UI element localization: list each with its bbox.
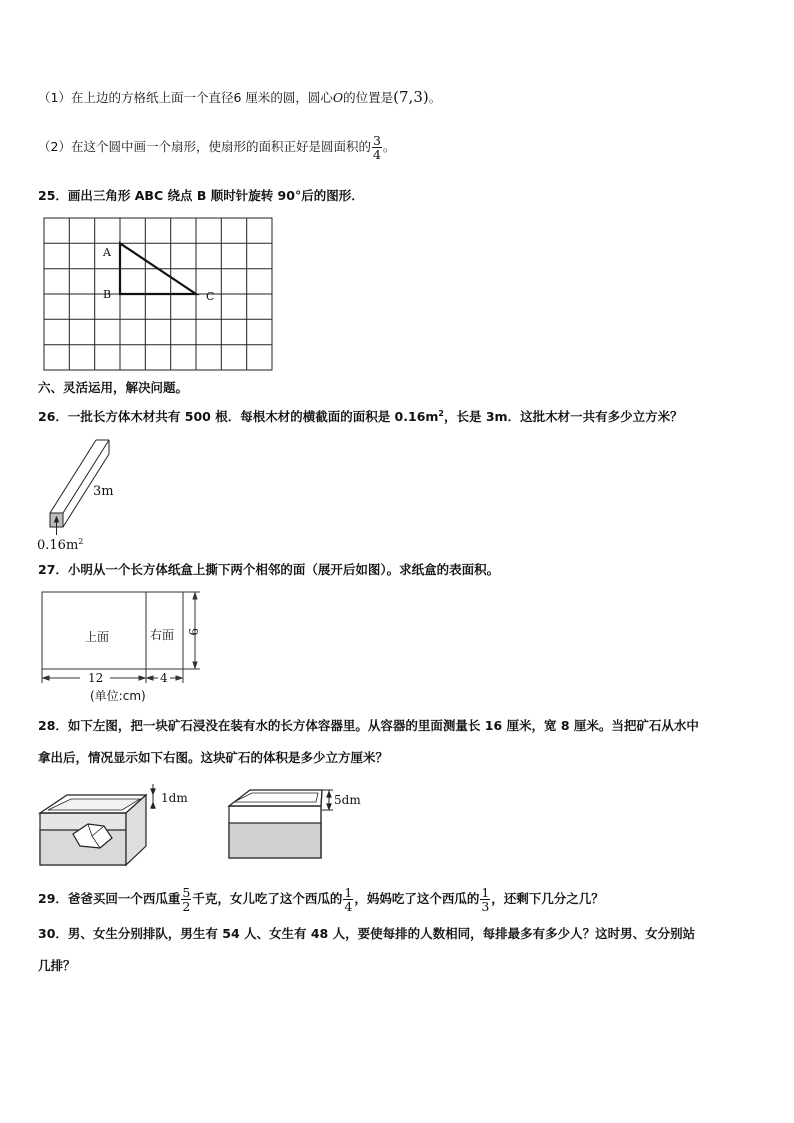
- q27-faces-figure: [42, 592, 200, 683]
- section-6-heading: 六、灵活运用，解决问题。: [38, 380, 189, 395]
- label-b: B: [103, 288, 112, 301]
- length-label: 3m: [93, 484, 114, 499]
- top-face-label: 上面: [85, 630, 110, 644]
- q28-line1: 28．如下左图，把一块矿石浸没在装有水的长方体容器里。从容器的里面测量长 16 厘米，宽 8 厘米。当把矿石从水中: [38, 718, 699, 733]
- dim-width: 12: [88, 671, 104, 685]
- q29-text: [38, 886, 604, 913]
- center-var: O: [332, 90, 344, 105]
- q30-line2: 几排？: [38, 958, 76, 973]
- fraction-one-third: [480, 886, 490, 913]
- q28-left-container: [40, 784, 155, 865]
- right-face-label: 右面: [150, 628, 175, 642]
- q30-line1: 30．男、女生分别排队，男生有 54 人、女生有 48 人，要使每排的人数相同，每排最多有多少人？这时男、女分别站: [38, 926, 696, 941]
- fraction-one-quarter: [343, 886, 353, 913]
- q24-part1-mid: 的位置是: [343, 90, 394, 105]
- area-label: $0.16m^2$: [37, 537, 84, 553]
- frac-num: 1: [481, 885, 490, 900]
- frac-den: 4: [344, 899, 353, 914]
- dim-small: 4: [160, 671, 168, 685]
- dim-height: 9: [186, 628, 200, 636]
- q26-text-b: ，长是 3m．这批木材一共有多少立方米？: [444, 409, 683, 425]
- q24-part1-prefix: （1）在上边的方格纸上面一个直径6 厘米的圆，圆心: [38, 90, 333, 105]
- frac-num: 3: [372, 133, 381, 148]
- q24-part2-suffix: 。: [382, 139, 396, 154]
- frac-num: 1: [344, 885, 353, 900]
- q29-p2: 千克，女儿吃了这个西瓜的: [192, 891, 343, 906]
- q24-part1-suffix: 。: [428, 90, 442, 105]
- q24-part2-prefix: （2）在这个圆中画一个扇形，使扇形的面积正好是圆面积的: [38, 139, 371, 154]
- frac-den: 3: [481, 899, 490, 914]
- q26-sup: 2: [438, 409, 444, 418]
- q26-text: [38, 405, 683, 426]
- label-a: A: [103, 246, 111, 259]
- fraction-five-halves: [181, 886, 191, 913]
- center-coord: (7,3): [393, 88, 429, 106]
- frac-den: 4: [372, 147, 381, 162]
- q29-p3: ，妈妈吃了这个西瓜的: [354, 891, 480, 906]
- q29-p4: ，还剩下几分之几？: [491, 891, 604, 906]
- q29-p1: 29．爸爸买回一个西瓜重: [38, 891, 181, 906]
- unit-label: (单位:cm): [90, 689, 146, 703]
- frac-num: 5: [182, 885, 191, 900]
- q28-right-container: [229, 790, 333, 858]
- frac-den: 2: [182, 899, 191, 914]
- q28-line2: 拿出后，情况显示如下右图。这块矿石的体积是多少立方厘米？: [38, 750, 389, 765]
- q27-text: 27．小明从一个长方体纸盒上撕下两个相邻的面（展开后如图）。求纸盒的表面积。: [38, 562, 500, 577]
- left-water-label: 1dm: [161, 791, 188, 805]
- label-c: C: [206, 290, 215, 303]
- right-water-label: 5dm: [334, 793, 361, 807]
- q25-text: 25．画出三角形 ABC 绕点 B 顺时针旋转 90°后的图形．: [38, 188, 364, 203]
- q26-text-a: 26．一批长方体木材共有 500 根．每根木材的横截面的面积是 0.16m: [38, 409, 439, 425]
